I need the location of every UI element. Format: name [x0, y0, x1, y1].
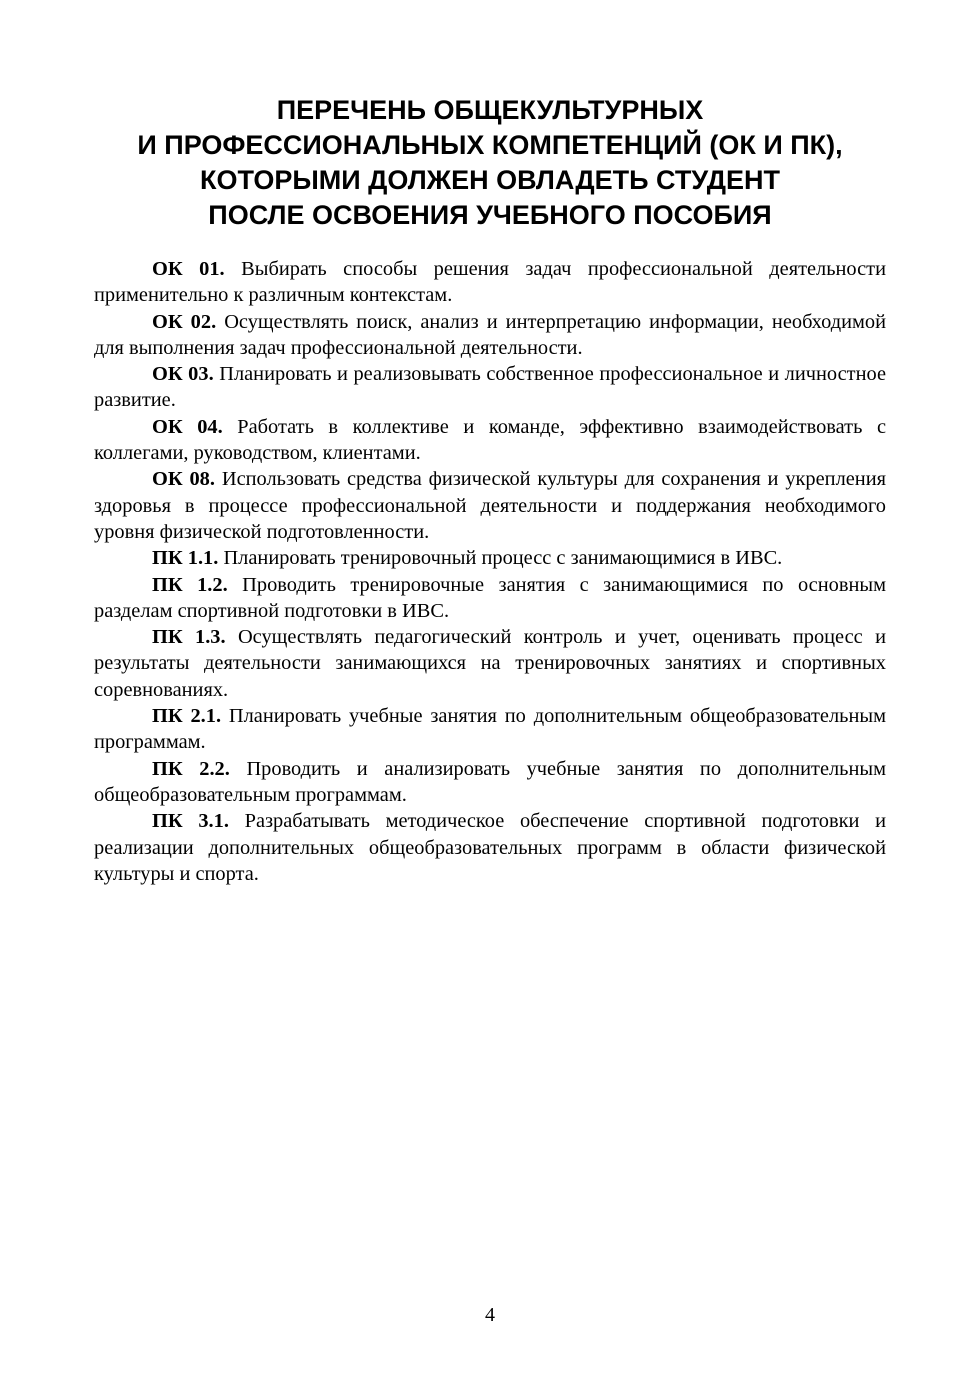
competency-item: [94, 414, 886, 467]
competency-text: Планировать учебные занятия по дополнительным общеобразовательным программам.: [94, 705, 886, 754]
title-line: КОТОРЫМИ ДОЛЖЕН ОВЛАДЕТЬ СТУДЕНТ: [200, 165, 780, 195]
competency-list: [94, 256, 886, 887]
competency-code: ОК 04.: [152, 415, 223, 438]
competency-item: [94, 808, 886, 887]
competency-item: [94, 256, 886, 309]
competency-code: ОК 01.: [152, 258, 225, 280]
competency-text: Осуществлять педагогический контроль и учет, оценивать процесс и результаты деятельности занимающихся на тренировочных занятиях и спортивных соревнованиях.: [94, 626, 886, 701]
competency-text: Осуществлять поиск, анализ и интерпретацию информации, необходимой для выполнения задач профессиональной деятельности.: [94, 310, 886, 359]
competency-code: ПК 1.3.: [152, 626, 226, 649]
page-number: 4: [485, 1304, 495, 1326]
competency-item: [94, 361, 886, 414]
competency-item: [94, 703, 886, 756]
competency-text: Проводить и анализировать учебные занятия по дополнительным общеобразовательным программам.: [94, 757, 886, 806]
competency-item: [94, 624, 886, 703]
competency-text: Использовать средства физической культуры для сохранения и укрепления здоровья в процессе профессиональной деятельности и поддержания необходимого уровня физической подготовленности.: [94, 468, 887, 543]
competency-code: ОК 08.: [152, 468, 215, 491]
title-line: ПОСЛЕ ОСВОЕНИЯ УЧЕБНОГО ПОСОБИЯ: [208, 200, 772, 230]
competency-code: ПК 2.2.: [152, 757, 230, 780]
competency-code: ПК 3.1.: [152, 810, 229, 833]
title-line: ПЕРЕЧЕНЬ ОБЩЕКУЛЬТУРНЫХ: [276, 95, 704, 125]
competency-item: [94, 466, 886, 545]
competency-code: ПК 1.2.: [152, 573, 228, 596]
competency-text: Разрабатывать методическое обеспечение спортивной подготовки и реализации дополнительных общеобразовательных программ в области физической культуры и спорта.: [94, 810, 886, 885]
competency-text: Планировать тренировочный процесс с занимающимися в ИВС.: [223, 547, 783, 570]
competency-item: [94, 309, 886, 362]
competency-code: ОК 03.: [152, 363, 214, 386]
competency-item: [94, 572, 886, 625]
competency-code: ПК 1.1.: [152, 547, 219, 570]
page-title: [92, 93, 888, 233]
competency-text: Работать в коллективе и команде, эффективно взаимодействовать с коллегами, руководством, клиентами.: [94, 415, 886, 465]
competency-item: [94, 756, 886, 809]
competency-code: ПК 2.1.: [152, 705, 222, 728]
competency-code: ОК 02.: [152, 310, 217, 333]
title-line: И ПРОФЕССИОНАЛЬНЫХ КОМПЕТЕНЦИЙ (ОК И ПК),: [137, 130, 843, 160]
competency-text: Проводить тренировочные занятия с занимающимися по основным разделам спортивной подготовки в ИВС.: [94, 573, 886, 622]
competency-text: Выбирать способы решения задач профессиональной деятельности применительно к различным контекстам.: [94, 258, 886, 307]
competency-item: [94, 545, 886, 571]
competency-text: Планировать и реализовывать собственное профессиональное и личностное развитие.: [94, 363, 887, 412]
